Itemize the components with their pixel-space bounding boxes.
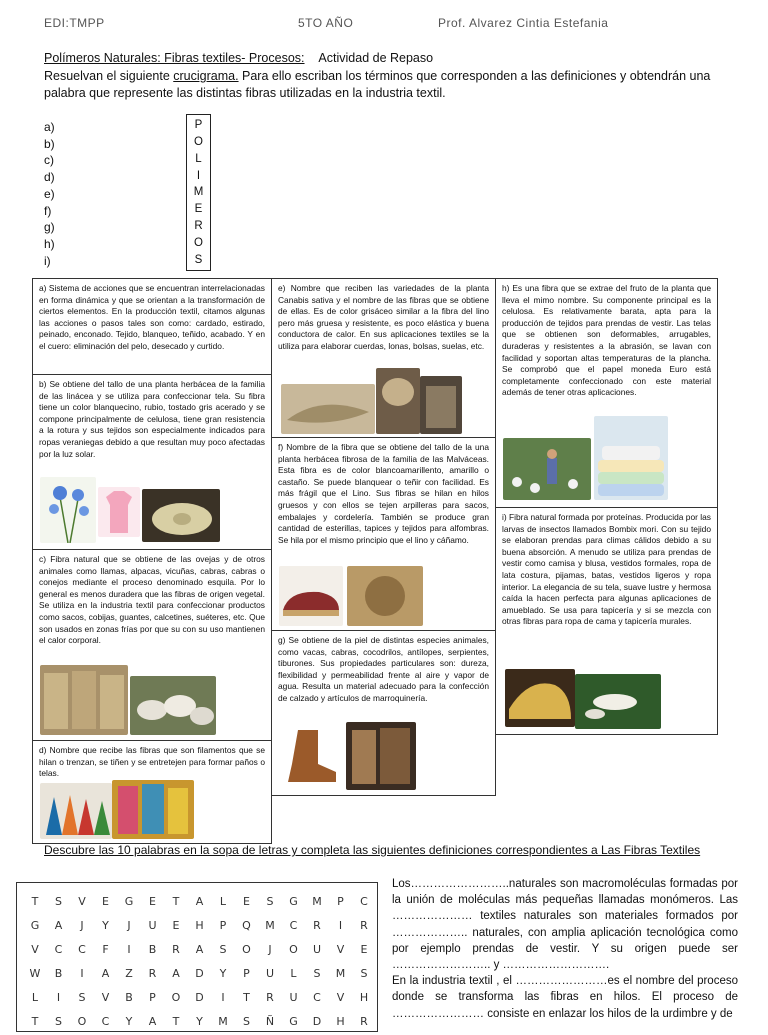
linen-roll-image xyxy=(142,489,220,542)
definition-a xyxy=(32,278,272,375)
crossword-vertical-word xyxy=(186,114,211,271)
flax-flower-image xyxy=(40,477,96,543)
word-search-letter[interactable]: A xyxy=(172,967,180,980)
word-search-letter[interactable]: E xyxy=(102,895,109,908)
word-search-letter[interactable]: B xyxy=(54,967,63,980)
definition-i-text: i) Fibra natural formada por proteínas. Producida por las larvas de insectos llamados Bombix mori. Con su tejido se elaboran prendas para climas cálidos debido a su buena absorción. A menudo se utiliza para prendas de vestir como camisa y blusa, vestidos formales, ropa de lata costura, pijamas, batas, vestidos ligeros y ropa interior. La elegancia de su tela, suave lustre y hermosa caída la hacen perfecta para algunas aplicaciones de amueblado. Se usa para tapicería y si se mezcla con otras fibras para ropa de cama y tapicería murales. xyxy=(502,512,711,627)
word-search-letter[interactable]: A xyxy=(195,895,204,908)
word-search-letter[interactable]: M xyxy=(218,1015,228,1028)
word-search-letter[interactable]: P xyxy=(149,991,156,1004)
leather-boot-image xyxy=(278,724,342,790)
word-search-letter[interactable]: O xyxy=(77,1015,87,1028)
pink-shirt-image xyxy=(98,487,140,537)
word-search-letter[interactable]: V xyxy=(78,895,86,908)
word-search-grid[interactable] xyxy=(16,882,378,1032)
word-search-letter[interactable]: U xyxy=(148,919,157,932)
word-search-letter[interactable]: R xyxy=(360,919,368,932)
word-search-letter[interactable]: U xyxy=(265,967,275,980)
hemp-bag-image xyxy=(420,376,462,434)
word-search-letter[interactable]: J xyxy=(127,919,131,932)
hemp-rope-image xyxy=(376,368,420,434)
word-search-letter[interactable]: R xyxy=(266,991,274,1004)
silkworm-image xyxy=(575,674,661,729)
instructions xyxy=(44,68,744,102)
word-search-letter[interactable]: B xyxy=(148,943,157,956)
word-search-letter[interactable]: H xyxy=(336,1015,345,1028)
word-search-letter[interactable]: A xyxy=(101,967,110,980)
page-title xyxy=(44,51,433,65)
word-search-letter[interactable]: M xyxy=(265,919,275,932)
word-search-letter[interactable]: B xyxy=(125,991,133,1004)
header-school: EDI:TMPP xyxy=(44,16,105,30)
word-search-letter[interactable]: M xyxy=(335,967,346,980)
cotton-field-image xyxy=(503,438,591,500)
word-search-letter[interactable]: U xyxy=(289,991,298,1004)
definition-h-text: h) Es una fibra que se extrae del fruto de la planta que lleva el mimo nombre. Su componente principal es la celulosa. Es relativamente barata, apta para la producción de tejidos para prendas de vestir. Las telas que se obtienen son deformables, arrugables, duraderas y resistentes a la abrasión, se lavan con facilidad y soportan altas temperaturas de la plancha. Se comprobó que el papel moneda Euro está completamente confeccionado con este material además de tener otras aplicaciones. xyxy=(502,283,711,398)
word-search-letter[interactable]: S xyxy=(243,1015,250,1028)
word-search-letter[interactable]: Y xyxy=(102,919,109,932)
title-activity: Actividad de Repaso xyxy=(318,51,434,65)
word-search-letter[interactable]: S xyxy=(55,1015,62,1028)
word-search-letter[interactable]: S xyxy=(360,967,368,980)
word-search-letter[interactable]: S xyxy=(313,967,321,980)
word-search-letter[interactable]: A xyxy=(195,943,204,956)
word-search-letter[interactable]: Y xyxy=(196,1015,203,1028)
word-search-letter[interactable]: G xyxy=(289,1015,298,1028)
word-search-letter[interactable]: I xyxy=(127,943,131,956)
word-search-letter[interactable]: V xyxy=(336,943,345,956)
word-search-letter[interactable]: D xyxy=(195,967,204,980)
word-search-letter[interactable]: A xyxy=(54,919,63,932)
word-search-letter[interactable]: T xyxy=(31,1015,39,1028)
word-search-row xyxy=(17,991,377,1011)
word-search-letter[interactable]: C xyxy=(289,919,298,932)
label-a: a) xyxy=(44,120,55,134)
word-search-row xyxy=(17,1015,377,1035)
word-search-letter[interactable]: D xyxy=(195,991,204,1004)
fabrics-image xyxy=(112,780,194,839)
word-search-title-underlined: correspondientes a Las Fibras Textiles xyxy=(495,843,701,857)
word-search-letter[interactable]: L xyxy=(290,967,297,980)
word-search-letter[interactable]: T xyxy=(172,1015,180,1028)
definition-e-text: e) Nombre que reciben las variedades de la planta Canabis sativa y el nombre de las fibras que se obtiene de ellas. Es de color grisáceo similar a la fibra del lino pero más gruesa y resistente, es poco elástica y buena conductora de calor. En sus aplicaciones textiles se la utiliza para elaborar cuerdas, lonas, bolsas, suelas, etc. xyxy=(278,283,489,351)
silk-fabric-image xyxy=(505,669,575,727)
definition-c-text: c) Fibra natural que se obtiene de las ovejas y de otros animales como llamas, alpacas, vicuñas, cabras, cabras o conejos mediante el proceso denominado esquila. Por lo general es menos duradera que las fibras de origen vegetal. Se utiliza en la industria textil para confeccionar productos como sacos, cobijas, guantes, calcetines, suéteres, etc. Que son usados en zonas frías por que su con su uso mantienen el calor corporal. xyxy=(39,554,265,646)
word-search-letter[interactable]: V xyxy=(336,991,345,1004)
crossword-labels xyxy=(44,119,55,269)
word-search-letter[interactable]: T xyxy=(31,895,39,908)
word-search-letter[interactable]: L xyxy=(31,991,39,1004)
word-search-letter[interactable]: R xyxy=(148,967,157,980)
word-search-letter[interactable]: O xyxy=(171,991,181,1004)
label-c: c) xyxy=(44,153,54,168)
word-search-letter[interactable]: R xyxy=(360,1015,368,1028)
definition-b-text: b) Se obtiene del tallo de una planta herbácea de la familia de las linácea y se utiliza para confeccionar tela. Su fibra tiene un color blanquecino, rubio, tostado gris acerado y se compone principalmente de celulosa, tiene gran resistencia a la rotura y sus tejidos son especialmente indicados para ropas veraniegas debido a que resultan muy poco afectadas por la luz solar. xyxy=(39,379,265,459)
word-search-letter[interactable]: Y xyxy=(125,1015,133,1028)
vword-letter: L xyxy=(195,152,202,165)
word-search-letter[interactable]: M xyxy=(312,895,322,908)
word-search-letter[interactable]: G xyxy=(289,895,298,908)
vword-letter: E xyxy=(194,203,203,216)
word-search-title xyxy=(44,843,700,857)
wool-bales-image xyxy=(40,665,128,735)
vword-letter: O xyxy=(194,136,203,149)
word-search-letter[interactable]: V xyxy=(31,943,39,956)
word-search-row xyxy=(17,919,377,939)
word-search-letter[interactable]: H xyxy=(359,991,369,1004)
instructions-crossword-word: crucigrama. xyxy=(173,69,239,83)
definition-d-text: d) Nombre que recibe las fibras que son filamentos que se hilan o trenzan, se tiñen y se entretejen para formar paños o telas. xyxy=(39,745,265,779)
word-search-letter[interactable]: P xyxy=(243,967,250,980)
word-search-letter[interactable]: S xyxy=(266,895,274,908)
word-search-letter[interactable]: T xyxy=(243,991,250,1004)
fill-paragraph: Los……………………..naturales son macromoléculas formadas por la unión de moléculas más pequeñas llamadas monómeros. Las ………………… textiles naturales son materiales formados por ……………….. naturales, con amplia aplicación tecnológica como por ejemplo prendas de vestir. Y su origen puede ser …………………….. y ………………………. xyxy=(392,878,738,972)
word-search-letter[interactable]: Q xyxy=(242,919,251,932)
word-search-letter[interactable]: S xyxy=(219,943,227,956)
word-search-letter[interactable]: H xyxy=(195,919,204,932)
thread-cones-image xyxy=(40,783,112,839)
vword-letter: S xyxy=(194,253,203,266)
word-search-letter[interactable]: J xyxy=(268,943,272,956)
word-search-letter[interactable]: I xyxy=(56,991,61,1004)
fill-paragraph: En la industria textil , el ……………………es el nombre del proceso donde se transforma las fibras en hilos. El proceso de …………………… consiste en enlazar los hilos de la urdimbre y de xyxy=(392,975,738,1020)
label-f: f) xyxy=(44,203,52,218)
vword-letter: R xyxy=(194,219,203,232)
definition-g-text: g) Se obtiene de la piel de distintas especies animales, como vacas, cabras, cocodrilos, antílopes, serpientes, tiburones. Sus propiedades particulares son: dureza, flexibilidad y permeabilidad frente al aire y vapor de agua. Resulta un material adecuado para la confección de calzado y artículos de marroquinería. xyxy=(278,635,489,703)
vword-letter: M xyxy=(193,186,204,199)
towels-image xyxy=(594,416,668,500)
sheep-image xyxy=(130,676,216,735)
fill-in-text xyxy=(392,876,738,1022)
label-d: d) xyxy=(44,170,55,185)
word-search-letter[interactable]: I xyxy=(221,991,225,1004)
word-search-letter[interactable]: P xyxy=(219,919,227,932)
word-search-letter[interactable]: V xyxy=(101,991,110,1004)
word-search-letter[interactable]: W xyxy=(29,967,41,980)
word-search-letter[interactable]: D xyxy=(312,1015,322,1028)
word-search-row xyxy=(17,895,377,915)
word-search-letter[interactable]: F xyxy=(102,943,109,956)
word-search-letter[interactable]: R xyxy=(172,943,180,956)
hemp-fiber-image xyxy=(281,384,375,434)
word-search-letter[interactable]: T xyxy=(172,895,180,908)
word-search-letter[interactable]: O xyxy=(242,943,251,956)
word-search-letter[interactable]: R xyxy=(313,919,321,932)
word-search-letter[interactable]: Ñ xyxy=(265,1015,275,1028)
label-i: i) xyxy=(44,253,51,268)
label-g: g) xyxy=(44,220,55,235)
word-search-letter[interactable]: C xyxy=(78,943,86,956)
instructions-pre: Resuelvan el siguiente xyxy=(44,69,174,83)
word-search-letter[interactable]: O xyxy=(289,943,298,956)
word-search-row xyxy=(17,967,377,987)
word-search-letter[interactable]: E xyxy=(172,919,180,932)
word-search-letter[interactable]: E xyxy=(360,943,368,956)
word-search-letter[interactable]: P xyxy=(337,895,344,908)
word-search-letter[interactable]: C xyxy=(360,895,368,908)
word-search-letter[interactable]: G xyxy=(30,919,40,932)
label-h: h) xyxy=(44,236,55,251)
word-search-letter[interactable]: E xyxy=(149,895,156,908)
jute-fiber-image xyxy=(347,566,423,626)
word-search-letter[interactable]: I xyxy=(80,967,84,980)
word-search-letter[interactable]: Z xyxy=(125,967,133,980)
word-search-letter[interactable]: C xyxy=(101,1015,110,1028)
word-search-letter[interactable]: S xyxy=(78,991,86,1004)
definition-f-text: f) Nombre de la fibra que se obtiene del tallo de la una planta herbácea fibrosa de la familia de las Malváceas. Esta fibra es de color blancoamarillento, amarillo o castaño. Se puede blanquear o teñir con facilidad. Es más frágil que el Lino. Sus fibras se hilan en hilos gruesos y con ellos se tejen arpilleras para sacos, embalajes y cordelería. También se produce gran cantidad de esterillas, tapices y tejidos para alfombras. Se hila por el mismo principio que el lino y cáñamo. xyxy=(278,442,489,545)
title-main: Polímeros Naturales: Fibras textiles- Procesos: xyxy=(44,51,305,65)
word-search-letter[interactable]: C xyxy=(54,943,63,956)
vword-letter: P xyxy=(194,119,203,132)
word-search-letter[interactable]: A xyxy=(148,1015,157,1028)
word-search-row xyxy=(17,943,377,963)
word-search-letter[interactable]: E xyxy=(243,895,250,908)
word-search-letter[interactable]: L xyxy=(219,895,227,908)
word-search-letter[interactable]: Y xyxy=(219,967,227,980)
vword-letter: O xyxy=(194,236,203,249)
word-search-letter[interactable]: G xyxy=(124,895,134,908)
word-search-letter[interactable]: I xyxy=(338,919,343,932)
word-search-title-pre: Descubre las 10 palabras en la sopa de letras y completa las siguientes definiciones xyxy=(44,843,496,857)
instructions-post: Para ello escriban los términos que corresponden a las definiciones y obtendrán una palabra que represente las distintas fibras utilizadas en la industria textil. xyxy=(44,69,711,100)
word-search-letter[interactable]: U xyxy=(312,943,322,956)
header-grade: 5TO AÑO xyxy=(298,16,354,30)
definition-a-text: a) Sistema de acciones que se encuentran interrelacionadas en forma dinámica y que se orientan a la transformación de ciertos elementos. En la producción textil, citamos algunas las acciones o pasos tales son como: cardado, estirado, peinado, enconado. Tejido, blanqueo, teñido, acabado. Y en el cuero: eliminación del pelo, desecado y curtido. xyxy=(39,283,265,351)
espadrille-image xyxy=(279,566,343,626)
label-e: e) xyxy=(44,186,55,201)
header-teacher: Prof. Alvarez Cintia Estefania xyxy=(438,16,609,30)
label-b: b) xyxy=(44,136,55,151)
leather-goods-image xyxy=(346,722,416,790)
word-search-letter[interactable]: J xyxy=(80,919,84,932)
vword-letter: I xyxy=(196,169,201,182)
word-search-letter[interactable]: C xyxy=(313,991,321,1004)
word-search-letter[interactable]: S xyxy=(55,895,62,908)
